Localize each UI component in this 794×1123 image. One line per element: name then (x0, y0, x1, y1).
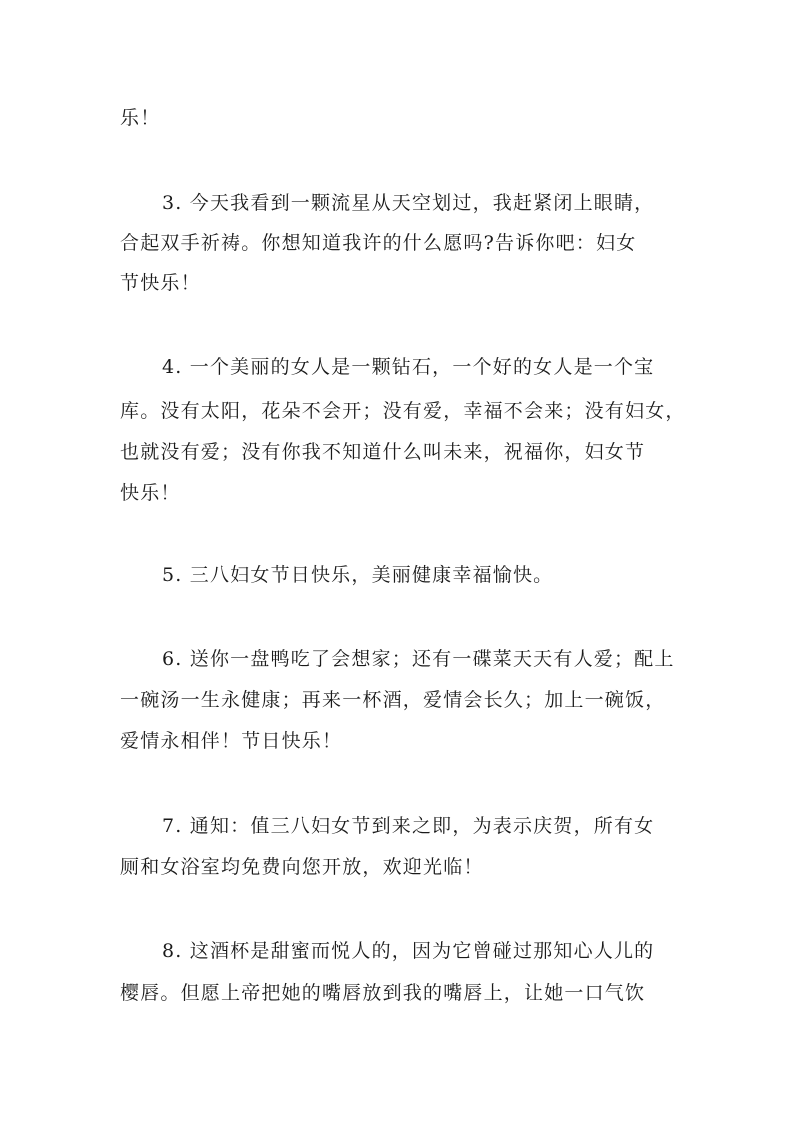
text-line: 爱情永相伴！节日快乐！ (120, 730, 343, 752)
text-line: 6. 送你一盘鸭吃了会想家；还有一碟菜天天有人爱；配上 (162, 648, 675, 670)
text-line: 樱唇。但愿上帝把她的嘴唇放到我的嘴唇上，让她一口气饮 (120, 982, 646, 1004)
text-line: 厕和女浴室均免费向您开放，欢迎光临！ (120, 856, 484, 878)
text-line: 乐！ (120, 107, 161, 129)
text-line: 也就没有爱；没有你我不知道什么叫未来，祝福你，妇女节 (120, 441, 646, 463)
text-line: 库。没有太阳，花朵不会开；没有爱，幸福不会来；没有妇女， (120, 400, 686, 422)
text-line: 5. 三八妇女节日快乐，美丽健康幸福愉快。 (162, 564, 554, 586)
text-line: 合起双手祈祷。你想知道我许的什么愿吗?告诉你吧：妇女 (120, 232, 637, 254)
text-line: 8. 这酒杯是甜蜜而悦人的，因为它曾碰过那知心人儿的 (162, 940, 655, 962)
text-line: 一碗汤一生永健康；再来一杯酒，爱情会长久；加上一碗饭， (120, 689, 666, 711)
text-line: 4. 一个美丽的女人是一颗钻石，一个好的女人是一个宝 (162, 356, 655, 378)
text-line: 快乐！ (120, 482, 181, 504)
text-line: 3. 今天我看到一颗流星从天空划过，我赶紧闭上眼睛， (162, 192, 655, 214)
text-line: 节快乐！ (120, 272, 201, 294)
text-line: 7. 通知：值三八妇女节到来之即，为表示庆贺，所有女 (162, 815, 655, 837)
